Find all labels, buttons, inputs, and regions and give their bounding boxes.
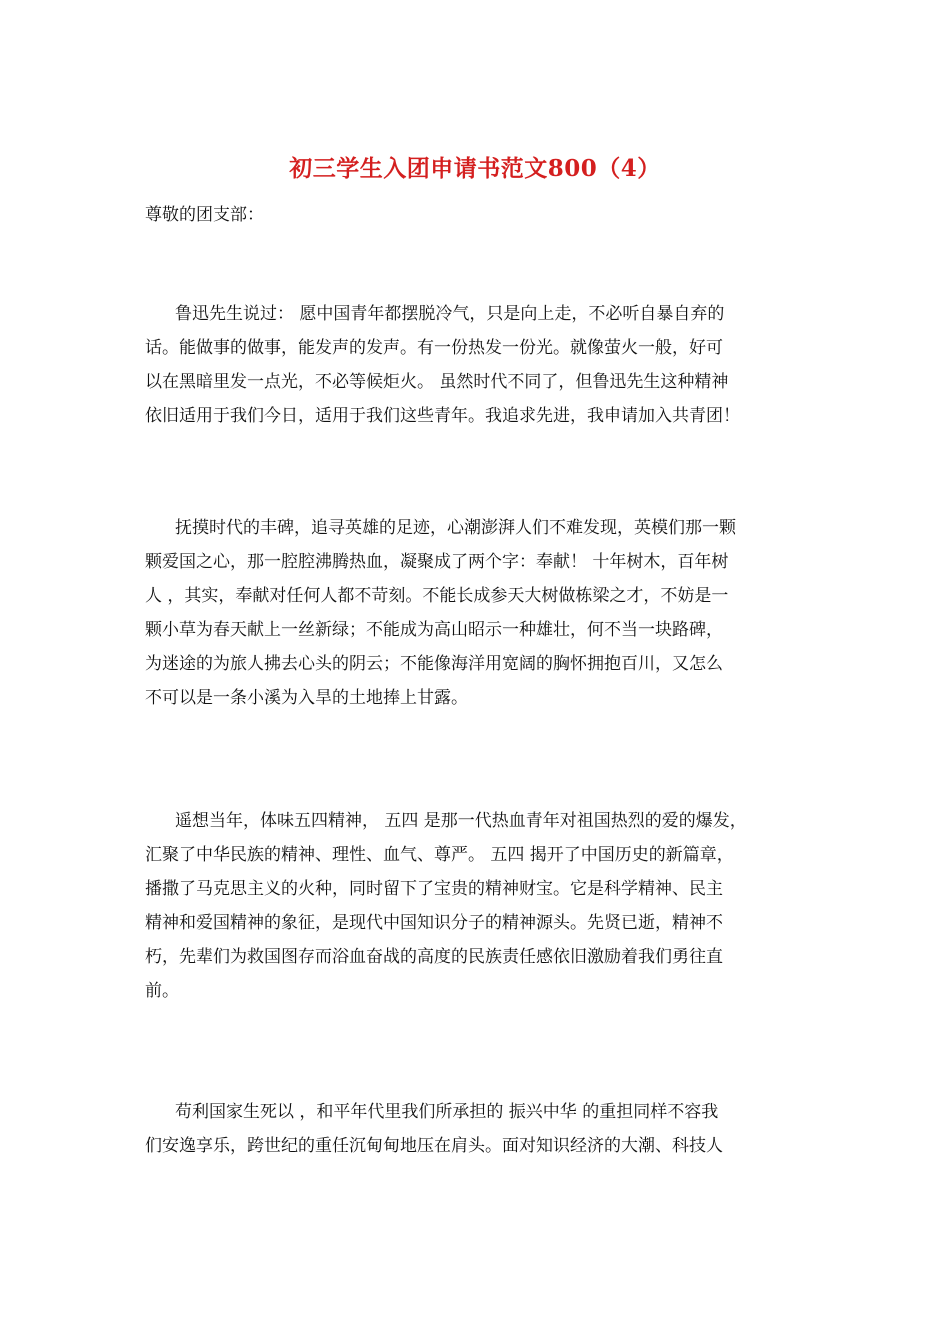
paragraph-line: 话。能做事的做事，能发声的发声。有一份热发一份光。就像萤火一般，好可: [145, 338, 723, 358]
paragraph-line: 颗小草为春天献上一丝新绿；不能成为高山昭示一种雄壮，何不当一块路碑，: [145, 620, 723, 640]
paragraph-line: 依旧适用于我们今日，适用于我们这些青年。我追求先进，我申请加入共青团！: [145, 406, 740, 426]
paragraph-line: 人 ，其实，奉献对任何人都不苛刻。不能长成参天大树做栋梁之才，不妨是一: [145, 586, 729, 606]
paragraph-line: 精神和爱国精神的象征，是现代中国知识分子的精神源头。先贤已逝，精神不: [145, 913, 723, 933]
paragraph-2: [145, 511, 817, 715]
paragraph-line: 汇聚了中华民族的精神、理性、血气、尊严。 五四 揭开了中国历史的新篇章，: [145, 845, 734, 865]
paragraph-line: 朽，先辈们为救国图存而浴血奋战的高度的民族责任感依旧激励着我们勇往直: [145, 947, 723, 967]
paragraph-line: 不可以是一条小溪为入旱的土地捧上甘露。: [145, 688, 468, 708]
paragraph-line: 鲁迅先生说过： 愿中国青年都摆脱冷气，只是向上走，不必听自暴自弃的: [175, 304, 725, 324]
paragraph-line: 们安逸享乐，跨世纪的重任沉甸甸地压在肩头。面对知识经济的大潮、科技人: [145, 1136, 723, 1156]
paragraph-line: 播撒了马克思主义的火种，同时留下了宝贵的精神财宝。它是科学精神、民主: [145, 879, 723, 899]
document-title: 初三学生入团申请书范文800（4）: [289, 155, 661, 182]
paragraph-1: [145, 297, 817, 433]
paragraph-line: 前。: [145, 981, 179, 1001]
paragraph-line: 遥想当年，体味五四精神， 五四 是那一代热血青年对祖国热烈的爱的爆发，: [175, 811, 747, 831]
paragraph-3: [145, 804, 817, 1008]
paragraph-line: 抚摸时代的丰碑，追寻英雄的足迹，心潮澎湃人们不难发现，英模们那一颗: [175, 518, 736, 538]
paragraph-4: [145, 1095, 817, 1163]
paragraph-line: 苟利国家生死以 ，和平年代里我们所承担的 振兴中华 的重担同样不容我: [175, 1102, 719, 1122]
paragraph-line: 颗爱国之心，那一腔腔沸腾热血，凝聚成了两个字：奉献！ 十年树木，百年树: [145, 552, 729, 572]
salutation: 尊敬的团支部：: [145, 205, 264, 225]
paragraph-line: 以在黑暗里发一点光，不必等候炬火。 虽然时代不同了，但鲁迅先生这种精神: [145, 372, 729, 392]
paragraph-line: 为迷途的为旅人拂去心头的阴云；不能像海洋用宽阔的胸怀拥抱百川，又怎么: [145, 654, 723, 674]
